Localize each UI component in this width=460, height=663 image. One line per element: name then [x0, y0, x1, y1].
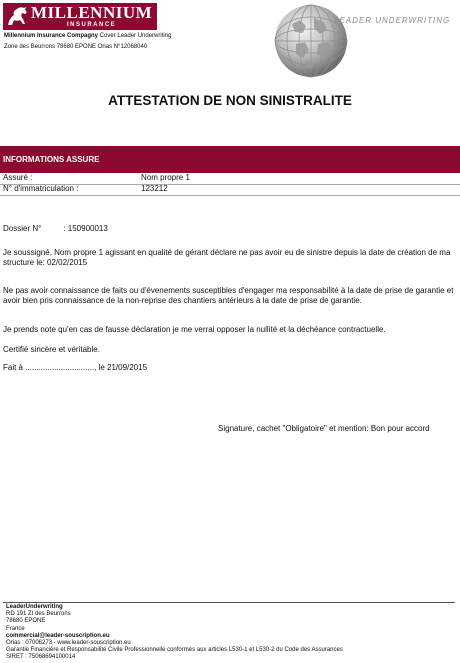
false-declaration-paragraph: Je prends note qu'en cas de fausse déclaration je me verrai opposer la nullité et la déchéance contractuelle. — [3, 325, 386, 334]
section-title: INFORMATIONS ASSURE — [3, 155, 100, 164]
info-value: Nom propre 1 — [141, 173, 190, 182]
logo-subtitle: INSURANCE — [67, 22, 117, 28]
millennium-logo — [3, 3, 157, 30]
company-line — [4, 32, 171, 40]
footer-siret: SIRET : 75068694100014 — [6, 654, 76, 661]
footer-company: LeaderUnderwriting — [6, 604, 63, 610]
footer-orias-web: Orias : 07006273 - www.leader-souscription.eu — [6, 640, 131, 647]
footer-address-2: 78680 EPONE — [6, 618, 46, 625]
document-title: ATTESTATION DE NON SINISTRALITE — [108, 93, 352, 108]
info-label: Assuré : — [3, 173, 33, 182]
footer-email: commercial@leader-souscription.eu — [6, 632, 110, 639]
company-suffix: Cover Leader Underwriting — [99, 33, 172, 39]
knowledge-paragraph: Ne pas avoir connaissance de faits ou d'évenements susceptibles d'engager ma responsabilité à la date de prise de garantie et avoir bien pris connaissance de la non-reprise des chantiers antérieurs à la date de prise de garantie. — [3, 286, 454, 305]
footer-guarantee: Garantie Financière et Responsabilité Civile Professionnelle conformes aux articles L530-1 et L530-2 du Code des Assurances — [6, 647, 343, 654]
globe-icon — [270, 0, 352, 82]
certification-text: Certifié sincère et véritable. — [3, 345, 100, 354]
declaration-paragraph: Je soussigné, Nom propre 1 agissant en qualité de gérant déclare ne pas avoir eu de sinistre depuis la date de création de ma structure le: 02/02/2015 — [3, 248, 451, 267]
dossier-label: Dossier N° — [3, 224, 42, 233]
info-value: 123212 — [141, 184, 168, 193]
logo-name: MILLENNIUM — [31, 3, 153, 22]
dossier-value: : 150900013 — [63, 224, 108, 233]
leader-underwriting-brand: LEADER UNDERWRITING — [334, 16, 451, 25]
info-row-registration — [0, 184, 460, 196]
info-label: N° d'immatriculation : — [3, 184, 79, 193]
company-address: Zone des Beurrons 78680 EPONE Orias N°12068040 — [4, 44, 148, 50]
footer-country: France — [6, 625, 25, 632]
footer-divider — [3, 602, 455, 603]
place-date-text: Fait à ..............................., le 21/09/2015 — [3, 363, 148, 372]
horse-icon — [5, 5, 29, 28]
section-header — [0, 146, 460, 173]
company-name: Millennium Insurance Compagny — [4, 33, 99, 39]
footer-address-1: RD 191 ZI des Beurrons — [6, 611, 71, 618]
dossier-number — [3, 224, 455, 234]
footer — [6, 604, 343, 662]
signature-mention: Signature, cachet "Obligatoire" et mention: Bon pour accord — [218, 424, 430, 433]
